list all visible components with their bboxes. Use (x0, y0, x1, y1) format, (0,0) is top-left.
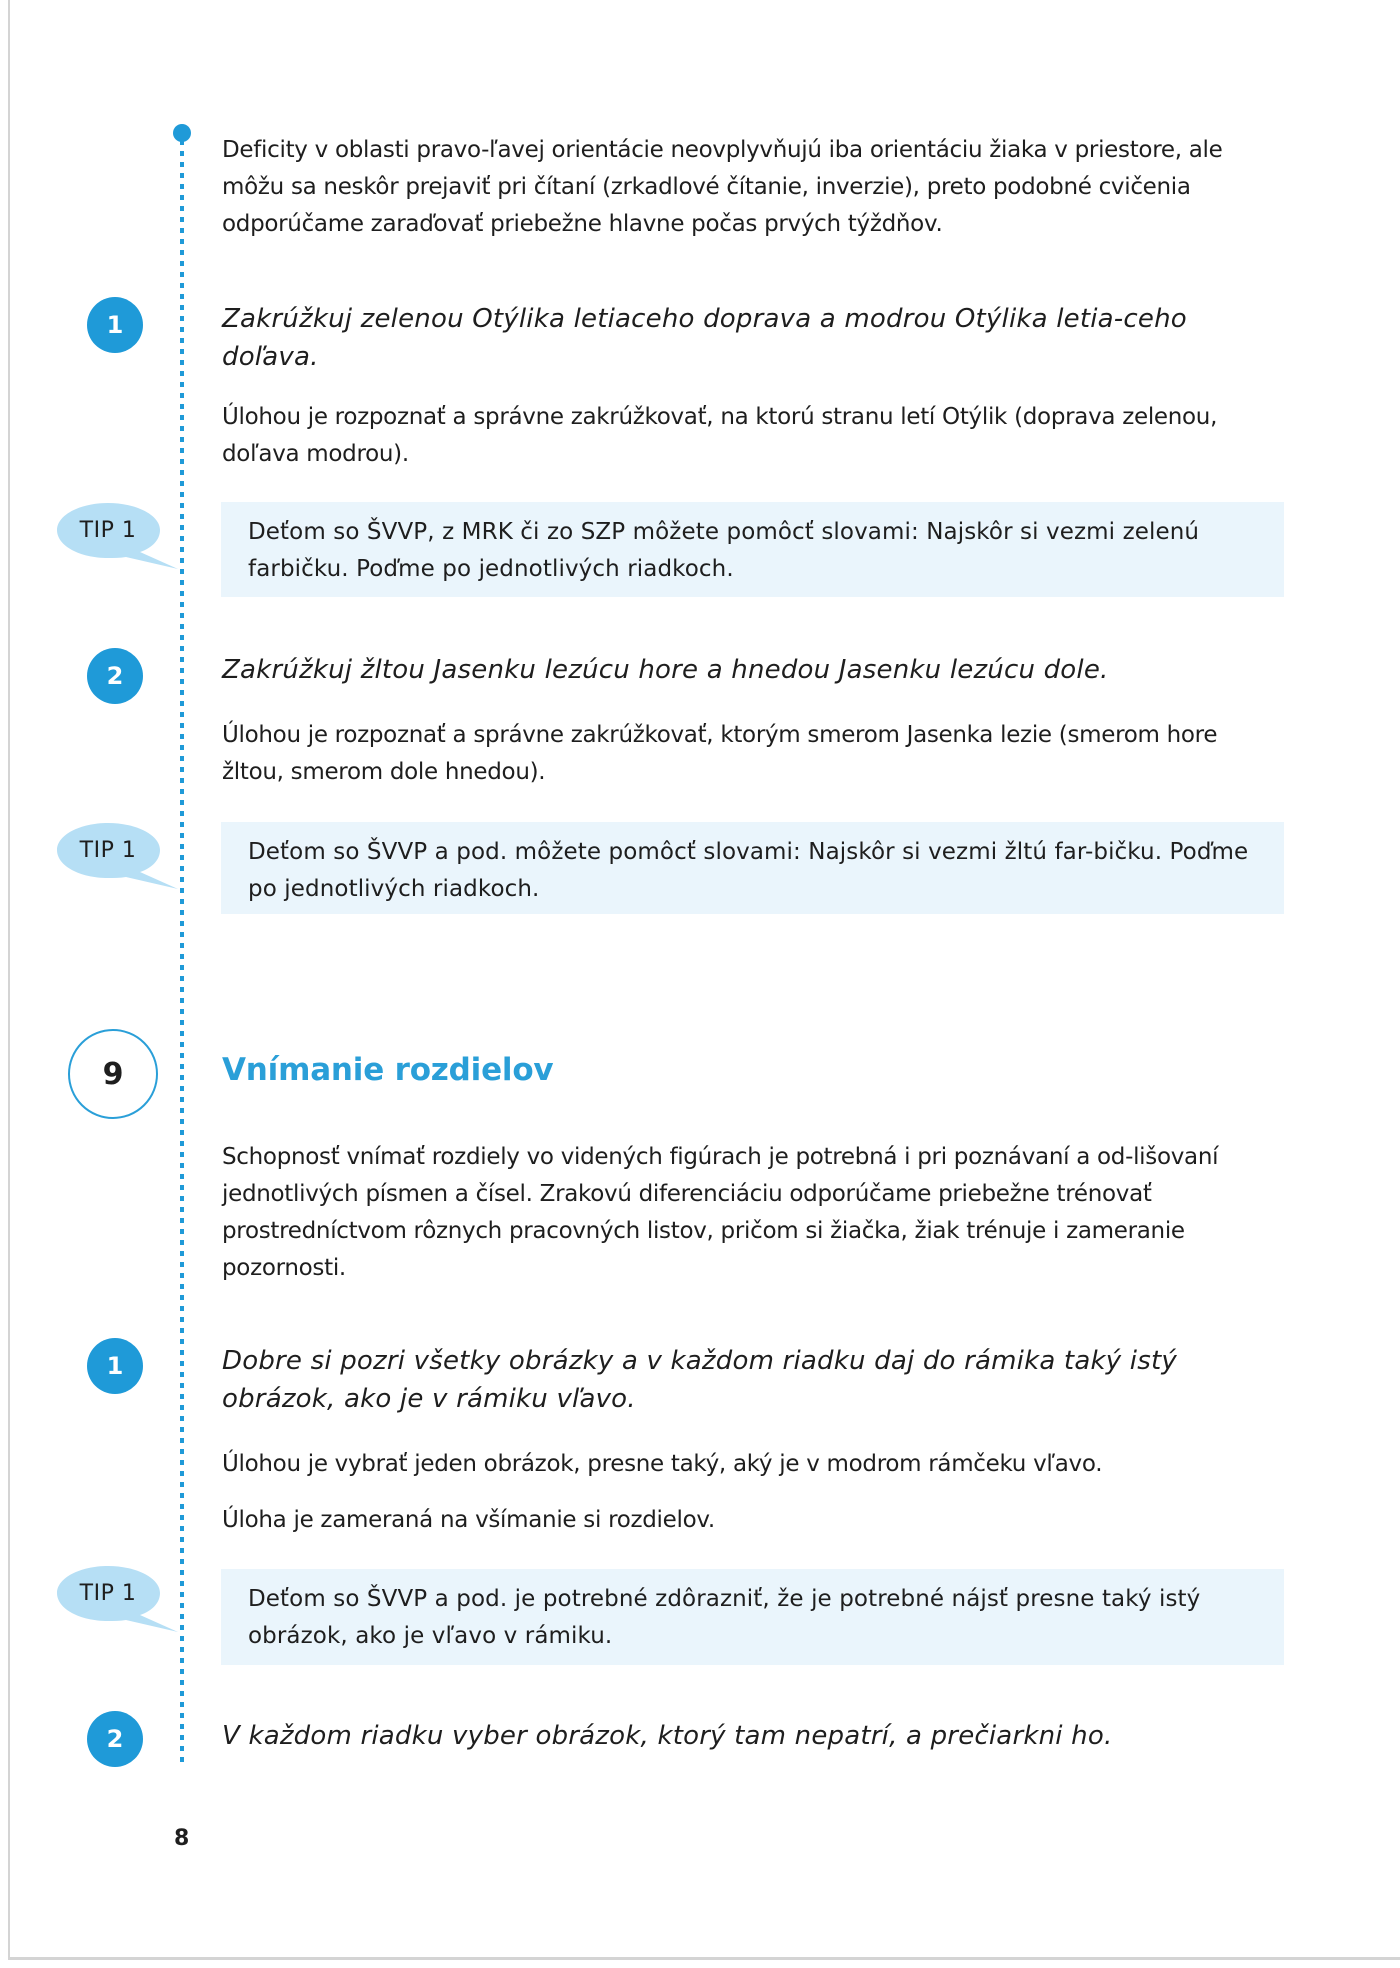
task-description-block (222, 717, 1284, 791)
task-description: Úlohou je vybrať jeden obrázok, presne taký, aký je v modrom rámčeku vľavo. (222, 1451, 1103, 1477)
tip-text: Deťom so ŠVVP a pod. môžete pomôcť slovami: Najskôr si vezmi žltú far-bičku. Poďme po jednotlivých riadkoch. (248, 839, 1249, 902)
tip-label: TIP 1 (79, 1580, 137, 1606)
task-instruction: Zakrúžkuj zelenou Otýlika letiaceho doprava a modrou Otýlika letia-ceho doľava. (222, 304, 1187, 372)
tip-text: Deťom so ŠVVP a pod. je potrebné zdôrazniť, že je potrebné nájsť presne taký istý obrázok, ako je vľavo v rámiku. (248, 1586, 1201, 1649)
task-number-badge (87, 1338, 143, 1394)
tip-label: TIP 1 (79, 837, 137, 863)
task-instruction-block (222, 300, 1284, 376)
task-instruction: Zakrúžkuj žltou Jasenku lezúcu hore a hnedou Jasenku lezúcu dole. (222, 655, 1109, 685)
task-instruction: Dobre si pozri všetky obrázky a v každom riadku daj do rámika taký istý obrázok, ako je v rámiku vľavo. (222, 1346, 1177, 1414)
task-description-block (222, 399, 1284, 473)
page-number: 8 (174, 1826, 190, 1851)
section-intro-text: Schopnosť vnímať rozdiely vo videných figúrach je potrebná i pri poznávaní a od-lišovaní jednotlivých písmen a čísel. Zrakovú diferenciáciu odporúčame priebežne trénovať prostredníctvom rôznych pracovných listov, pričom si žiačka, žiak trénuje i zameranie pozornosti. (222, 1144, 1219, 1281)
tip-bubble (56, 1565, 176, 1635)
intro-paragraph (222, 132, 1284, 243)
task-instruction-block (222, 1342, 1284, 1418)
tip-box (221, 1569, 1284, 1665)
task-number: 1 (106, 1352, 124, 1380)
intro-text: Deficity v oblasti pravo-ľavej orientácie neovplyvňujú iba orientáciu žiaka v priestore, ale môžu sa neskôr prejaviť pri čítaní (zrkadlové čítanie, inverzie), preto podobné cvičenia odporúčame zaraďovať priebežne hlavne počas prvých týždňov. (222, 137, 1223, 237)
task-number: 2 (106, 1725, 124, 1753)
task-description: Úlohou je rozpoznať a správne zakrúžkovať, na ktorú stranu letí Otýlik (doprava zelenou, doľava modrou). (222, 404, 1218, 467)
task-instruction-block (222, 1717, 1284, 1755)
task-description: Úlohou je rozpoznať a správne zakrúžkovať, ktorým smerom Jasenka lezie (smerom hore žltou, smerom dole hnedou). (222, 722, 1218, 785)
task-instruction-block (222, 651, 1284, 689)
task-description-secondary: Úloha je zameraná na všímanie si rozdielov. (222, 1507, 715, 1533)
tip-bubble (56, 822, 176, 892)
section-number: 9 (102, 1056, 124, 1092)
task-number-badge (87, 1711, 143, 1767)
tip-label: TIP 1 (79, 517, 137, 543)
task-number-badge (87, 648, 143, 704)
tip-box (221, 502, 1284, 597)
section-number-badge (68, 1029, 158, 1119)
task-description-block (222, 1446, 1284, 1483)
section-intro-block (222, 1139, 1284, 1287)
timeline-dotted-line (180, 140, 184, 1762)
section-title: Vnímanie rozdielov (222, 1052, 554, 1088)
tip-box (221, 822, 1284, 914)
tip-bubble (56, 502, 176, 572)
task-description-block (222, 1502, 1284, 1539)
task-number: 1 (106, 311, 124, 339)
task-number: 2 (106, 662, 124, 690)
task-number-badge (87, 297, 143, 353)
page-frame (8, 0, 1400, 1960)
tip-text: Deťom so ŠVVP, z MRK či zo SZP môžete pomôcť slovami: Najskôr si vezmi zelenú farbičku. Poďme po jednotlivých riadkoch. (248, 519, 1200, 582)
task-instruction: V každom riadku vyber obrázok, ktorý tam nepatrí, a prečiarkni ho. (222, 1721, 1113, 1751)
